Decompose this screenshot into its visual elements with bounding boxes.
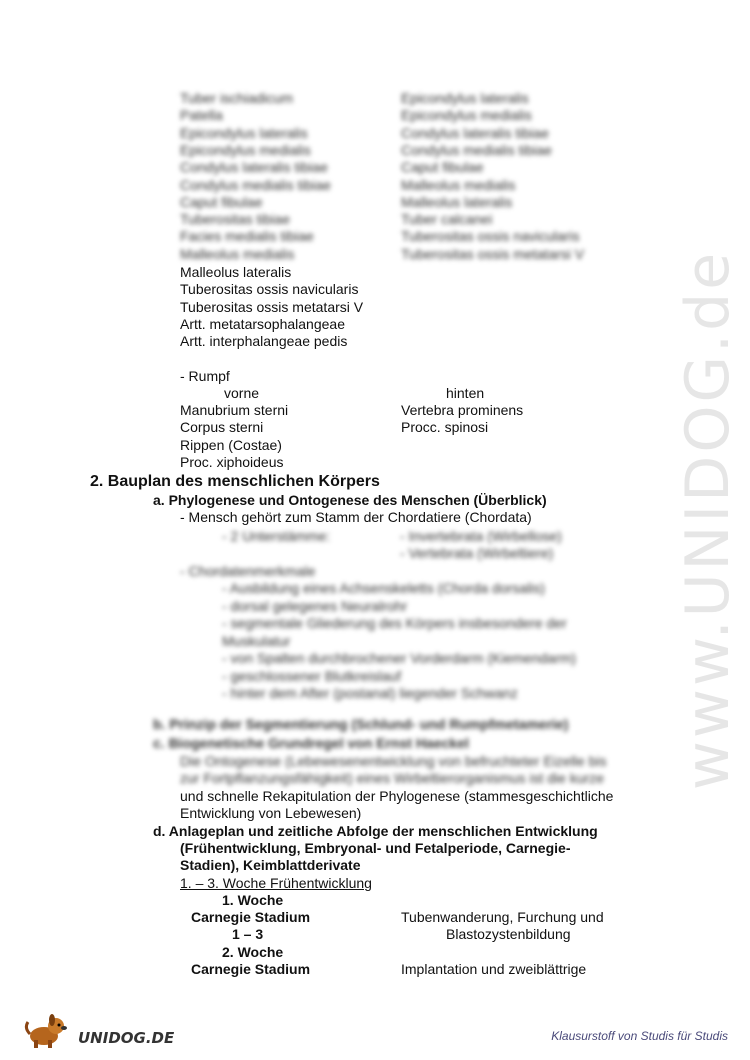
- list-item: Procc. spinosi: [401, 419, 489, 436]
- subsection-b-title: b. Prinzip der Segmentierung (Schlund- und Rumpfmetamerie): [153, 716, 569, 732]
- list-item: Tuberositas ossis navicularis: [180, 281, 359, 298]
- watermark: www.UNIDOG.de: [673, 249, 743, 791]
- list-item: Artt. metatarsophalangeae: [180, 315, 345, 332]
- list-item: Tuberositas ossis metatarsi V: [180, 298, 364, 315]
- blurred-text: - segmentale Gliederung des Körpers insbesondere der: [222, 615, 567, 631]
- blurred-text: Die Ontogenese (Lebewesenentwicklung von befruchteter Eizelle bis: [180, 753, 607, 769]
- blurred-text: - hinter dem After (postanal) liegender Schwanz: [222, 685, 518, 701]
- blurred-text: - von Spalten durchbrochener Vorderdarm (Kiemendarm): [222, 650, 577, 666]
- blurred-text: Malleolus lateralis: [401, 193, 513, 210]
- subsection-d-subheading: 1. – 3. Woche Frühentwicklung: [180, 875, 372, 891]
- blurred-text: Condylus medialis tibiae: [180, 176, 331, 193]
- carnegie-label: Carnegie Stadium: [191, 961, 311, 977]
- list-item: Corpus sterni: [180, 419, 264, 436]
- blurred-text: zur Fortpflanzungsfähigkeit) eines Wirbeltierorganismus ist die kurze: [180, 770, 605, 786]
- blurred-text: Epicondylus medialis: [180, 141, 311, 158]
- list-item: Rippen (Costae): [180, 436, 282, 453]
- blurred-text: - 2 Unterstämme:: [222, 528, 331, 544]
- blurred-text: Epicondylus lateralis: [401, 90, 529, 106]
- dog-logo-icon: [22, 1010, 74, 1050]
- blurred-text: Caput fibulae: [180, 193, 263, 210]
- list-item: Proc. xiphoideus: [180, 453, 284, 470]
- subsection-c-text: und schnelle Rekapitulation der Phylogenese (stammesgeschichtliche: [180, 788, 614, 804]
- subsection-d-title: Stadien), Keimblattderivate: [180, 857, 361, 873]
- stage-description: Implantation und zweiblättrige: [401, 961, 587, 977]
- blurred-text: Tuberositas tibiae: [180, 211, 290, 228]
- blurred-text: Muskulatur: [222, 632, 291, 649]
- list-item: Malleolus lateralis: [180, 264, 292, 280]
- carnegie-stage: 1 – 3: [232, 926, 264, 942]
- blurred-text: - Ausbildung eines Achsenskeletts (Chorda dorsalis): [222, 580, 545, 596]
- blurred-text: - geschlossener Blutkreislauf: [222, 667, 401, 684]
- rumpf-heading: - Rumpf: [180, 368, 230, 384]
- subsection-c-title: c. Biogenetische Grundregel von Ernst Haeckel: [153, 735, 469, 751]
- week-label: 1. Woche: [222, 892, 284, 908]
- subsection-a-line: - Mensch gehört zum Stamm der Chordatiere (Chordata): [180, 509, 532, 525]
- stage-description: Blastozystenbildung: [446, 926, 571, 942]
- blurred-text: Condylus lateralis tibiae: [180, 159, 328, 176]
- blurred-text: - Invertebrata (Wirbellose): [400, 528, 562, 544]
- blurred-text: Caput fibulae: [401, 159, 484, 176]
- blurred-text: Condylus lateralis tibiae: [401, 124, 549, 141]
- list-item: Manubrium sterni: [180, 402, 289, 418]
- blurred-text: Malleolus medialis: [401, 176, 516, 193]
- section-title: 2. Bauplan des menschlichen Körpers: [90, 473, 380, 490]
- rumpf-back-label: hinten: [446, 385, 485, 401]
- blurred-text: Epicondylus lateralis: [180, 124, 308, 141]
- blurred-text: - Vertebrata (Wirbeltiere): [400, 545, 554, 561]
- blurred-text: Tuberositas ossis metatarsi V: [401, 245, 585, 262]
- list-item: Vertebra prominens: [401, 402, 524, 418]
- rumpf-front-label: vorne: [224, 385, 260, 401]
- blurred-text: Tuber calcanei: [401, 211, 493, 228]
- subsection-d-title: d. Anlageplan und zeitliche Abfolge der menschlichen Entwicklung: [153, 823, 598, 839]
- subsection-d-title: (Frühentwicklung, Embryonal- und Fetalperiode, Carnegie-: [180, 840, 571, 856]
- subsection-a-title: a. Phylogenese und Ontogenese des Menschen (Überblick): [153, 492, 547, 508]
- blurred-text: Patella: [180, 107, 223, 124]
- blurred-text: Malleolus medialis: [180, 245, 295, 262]
- carnegie-label: Carnegie Stadium: [191, 909, 311, 925]
- blurred-text: Epicondylus medialis: [401, 107, 532, 124]
- blurred-text: Facies medialis tibiae: [180, 228, 314, 245]
- blurred-text: - dorsal gelegenes Neuralrohr: [222, 597, 408, 614]
- week-label: 2. Woche: [222, 944, 284, 960]
- blurred-text: Condylus medialis tibiae: [401, 141, 552, 158]
- blurred-text: Tuber ischiadicum: [180, 90, 294, 106]
- stage-description: Tubenwanderung, Furchung und: [401, 909, 604, 925]
- list-item: Artt. interphalangeae pedis: [180, 333, 348, 350]
- subsection-c-text: Entwicklung von Lebewesen): [180, 805, 362, 821]
- footer-tagline: Klausurstoff von Studis für Studis: [551, 1029, 728, 1043]
- blurred-text: Tuberositas ossis navicularis: [401, 228, 580, 245]
- blurred-text: - Chordatenmerkmale: [180, 563, 316, 579]
- logo-text: UNIDOG.DE: [78, 1029, 175, 1047]
